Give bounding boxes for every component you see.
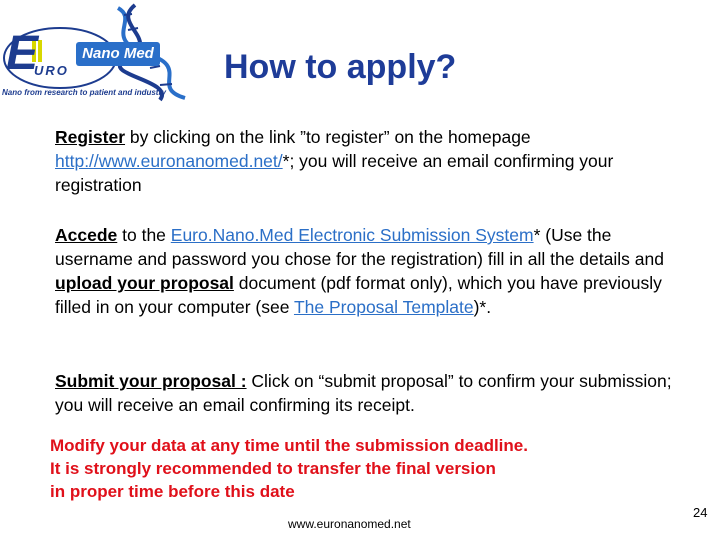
register-label: Register xyxy=(55,127,126,147)
step-register xyxy=(55,125,675,197)
slide-title: How to apply? xyxy=(224,48,457,86)
warning-line-3: in proper time before this date xyxy=(50,482,295,501)
warning-line-1: Modify your data at any time until the submission deadline. xyxy=(50,436,528,455)
accede-text: to the xyxy=(117,225,171,245)
warning-line-2: It is strongly recommended to transfer the final version xyxy=(50,459,496,478)
register-text: by clicking on the link ”to register” on the homepage xyxy=(125,127,531,147)
accede-text-4: )*. xyxy=(473,297,492,317)
logo-nano-med-badge: Nano Med xyxy=(76,42,160,66)
page-number: 24 xyxy=(693,505,708,520)
accede-text-2: * (Use the username and password you chose for the registration) fill in all the details and xyxy=(55,225,664,269)
accede-text-3: document (pdf format only), which you have previously filled in on your computer (see xyxy=(55,273,662,317)
euronanomed-logo xyxy=(0,0,200,104)
accede-label: Accede xyxy=(55,225,118,245)
submit-label: Submit your proposal : xyxy=(55,371,247,391)
submit-text: Click on “submit proposal” to confirm your submission; you will receive an email confirming its receipt. xyxy=(55,371,672,415)
step-submit xyxy=(55,369,675,417)
proposal-template-link[interactable]: The Proposal Template xyxy=(293,297,474,317)
logo-tagline: Nano from research to patient and industry xyxy=(2,88,167,97)
submission-system-link[interactable]: Euro.Nano.Med Electronic Submission System xyxy=(170,225,534,245)
step-accede xyxy=(55,223,675,319)
logo-uro-text: URO xyxy=(34,63,69,78)
homepage-link[interactable]: http://www.euronanomed.net/ xyxy=(55,151,283,171)
footer-url: www.euronanomed.net xyxy=(288,517,411,531)
deadline-warning xyxy=(50,434,670,503)
upload-proposal-label: upload your proposal xyxy=(55,273,234,293)
register-text-end: *; you will receive an email confirming your registration xyxy=(55,151,614,195)
logo-e-letter: E xyxy=(6,27,39,80)
